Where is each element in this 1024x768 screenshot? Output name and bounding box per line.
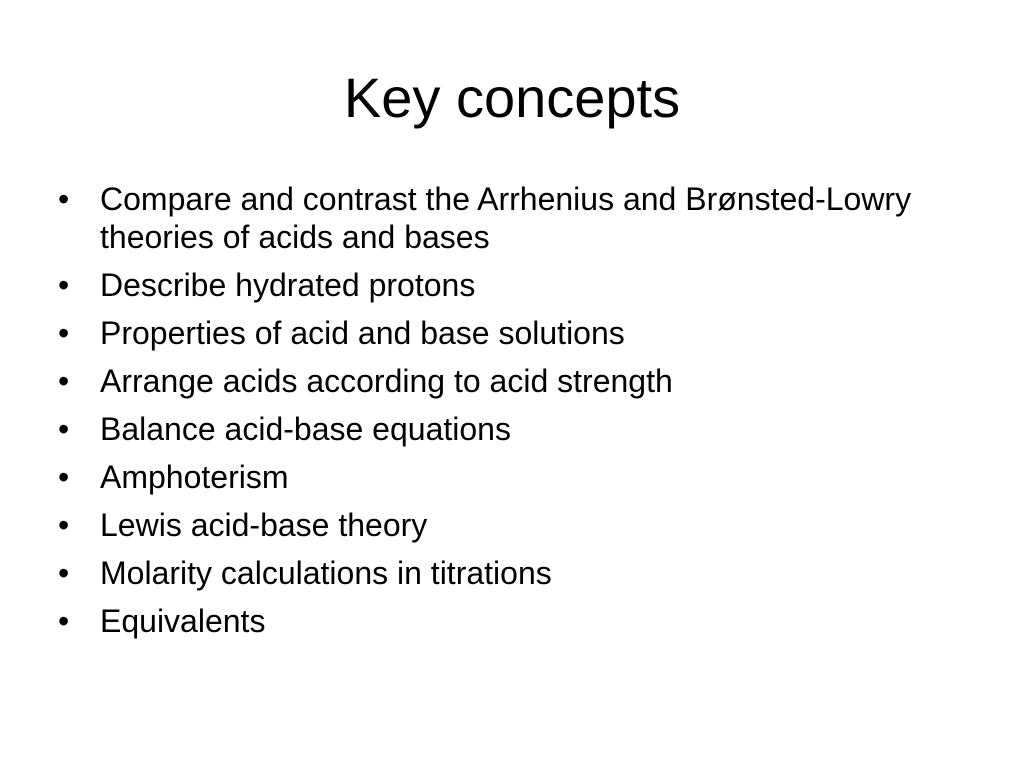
slide-title: Key concepts [343, 66, 681, 129]
list-item-text: Arrange acids according to acid strength [100, 363, 673, 399]
list-item-text: Equivalents [100, 603, 266, 639]
list-item [58, 314, 958, 352]
list-item-text: Lewis acid-base theory [100, 507, 428, 543]
list-item-text: Amphoterism [100, 459, 289, 495]
bullet-icon: • [58, 363, 70, 399]
list-item [58, 554, 958, 592]
list-item [58, 410, 958, 448]
bullet-icon: • [58, 267, 70, 303]
bullet-icon: • [58, 315, 70, 351]
list-item [58, 266, 958, 304]
list-item [58, 180, 958, 256]
list-item-text: Molarity calculations in titrations [100, 555, 552, 591]
bullet-icon: • [58, 603, 70, 639]
bullet-list [58, 180, 958, 650]
bullet-icon: • [58, 181, 70, 217]
list-item-text: Properties of acid and base solutions [100, 315, 625, 351]
list-item [58, 602, 958, 640]
bullet-icon: • [58, 555, 70, 591]
list-item [58, 458, 958, 496]
bullet-icon: • [58, 411, 70, 447]
bullet-icon: • [58, 507, 70, 543]
bullet-icon: • [58, 459, 70, 495]
list-item-text: Balance acid-base equations [100, 411, 511, 447]
list-item [58, 506, 958, 544]
list-item [58, 362, 958, 400]
list-item-text: Describe hydrated protons [100, 267, 476, 303]
list-item-text: Compare and contrast the Arrhenius and Brønsted-Lowry theories of acids and bases [100, 181, 912, 255]
